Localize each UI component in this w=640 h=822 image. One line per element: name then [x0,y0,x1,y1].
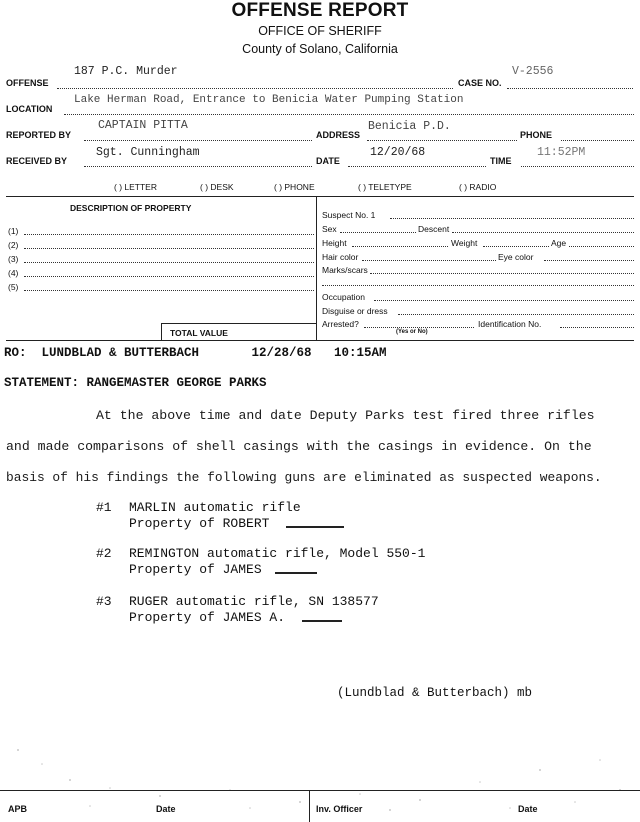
footer-inv-officer: Inv. Officer [316,804,363,814]
box-bottom-rule [6,340,634,341]
sex-line [340,232,416,233]
offense-value: 187 P.C. Murder [74,65,178,78]
descent-label: Descent [418,224,450,234]
received-by-line [84,166,312,167]
occupation-line [374,300,634,301]
statement-line: STATEMENT: RANGEMASTER GEORGE PARKS [4,376,267,390]
channel-letter: ( ) LETTER [114,182,157,192]
phone-line [561,140,634,141]
offense-label: OFFENSE [6,78,49,88]
phone-label: PHONE [520,130,553,140]
item-3-line-2: Property of JAMES A. [129,610,286,625]
case-no-value: V-2556 [512,65,554,78]
descent-line [452,232,634,233]
age-label: Age [551,238,567,248]
item-3-line-1: RUGER automatic rifle, SN 138577 [129,594,379,609]
footer-divider [309,790,310,822]
report-title: OFFENSE REPORT [231,0,409,21]
statement-para-1: At the above time and date Deputy Parks test fired three rifles [96,408,595,423]
property-row-4: (4) [8,268,19,278]
channel-desk: ( ) DESK [200,182,234,192]
date-value: 12/20/68 [370,146,426,159]
marks-label: Marks/scars [322,265,368,275]
property-row-3: (3) [8,254,19,264]
case-no-line [507,88,633,89]
arrested-line [364,327,474,328]
arrested-label: Arrested? [322,319,359,329]
total-box-left [161,323,162,340]
received-by-label: RECEIVED BY [6,156,68,166]
property-line-4 [24,276,314,277]
weight-line [483,246,549,247]
identification-label: Identification No. [478,319,542,329]
date-line [348,166,486,167]
identification-line [560,327,634,328]
property-heading: DESCRIPTION OF PROPERTY [70,203,192,213]
location-label: LOCATION [6,104,53,114]
time-value: 11:52PM [537,146,586,159]
hair-color-line [362,260,496,261]
item-1-redaction [286,526,344,528]
item-2-redaction [275,572,317,574]
item-1-line-1: MARLIN automatic rifle [129,500,301,515]
case-no-label: CASE NO. [458,78,502,88]
item-2-number: #2 [96,546,112,561]
property-line-2 [24,248,314,249]
date-label: DATE [316,156,340,166]
footer-rule [0,790,640,791]
disguise-label: Disguise or dress [322,306,388,316]
offense-line [57,88,453,89]
statement-para-2: and made comparisons of shell casings with the casings in evidence. On the [6,439,592,454]
item-1-line-2: Property of ROBERT [129,516,270,531]
property-line-3 [24,262,314,263]
box-divider [316,196,317,340]
office-name: OFFICE OF SHERIFF [258,24,382,38]
eye-color-line [544,260,634,261]
address-line [367,140,517,141]
sex-label: Sex [322,224,337,234]
footer-date-2: Date [518,804,538,814]
time-line [521,166,634,167]
disguise-line [398,314,634,315]
reported-by-line [84,140,312,141]
statement-para-3: basis of his findings the following guns are eliminated as suspected weapons. [6,470,602,485]
property-row-1: (1) [8,226,19,236]
signature-line: (Lundblad & Butterbach) mb [337,686,533,700]
property-line-1 [24,234,314,235]
property-line-5 [24,290,314,291]
property-row-2: (2) [8,240,19,250]
marks-line-2 [322,285,634,286]
yes-no-hint: (Yes or No) [396,329,428,335]
hair-color-label: Hair color [322,252,359,262]
channel-phone: ( ) PHONE [274,182,315,192]
eye-color-label: Eye color [498,252,534,262]
suspect-no: Suspect No. 1 [322,210,376,220]
received-by-value: Sgt. Cunningham [96,146,200,159]
box-top-rule [6,196,634,197]
total-value-label: TOTAL VALUE [170,328,228,338]
height-line [352,246,448,247]
suspect-no-line [390,218,634,219]
total-box-top [161,323,316,324]
footer-date-1: Date [156,804,176,814]
channel-teletype: ( ) TELETYPE [358,182,412,192]
reported-by-label: REPORTED BY [6,130,72,140]
item-2-line-2: Property of JAMES [129,562,262,577]
time-label: TIME [490,156,512,166]
weight-label: Weight [451,238,478,248]
address-label: ADDRESS [316,130,361,140]
marks-line [370,273,634,274]
county-name: County of Solano, California [242,42,398,56]
location-line [64,114,634,115]
reported-by-value: CAPTAIN PITTA [98,119,188,132]
property-row-5: (5) [8,282,19,292]
item-2-line-1: REMINGTON automatic rifle, Model 550-1 [129,546,426,561]
location-value: Lake Herman Road, Entrance to Benicia Water Pumping Station [74,94,464,106]
height-label: Height [322,238,347,248]
item-3-number: #3 [96,594,112,609]
item-3-redaction [302,620,342,622]
age-line [569,246,634,247]
footer-apb: APB [8,804,28,814]
item-1-number: #1 [96,500,112,515]
address-value: Benicia P.D. [368,120,451,133]
channel-radio: ( ) RADIO [459,182,497,192]
occupation-label: Occupation [322,292,365,302]
ro-line: RO: LUNDBLAD & BUTTERBACH 12/28/68 10:15AM [4,346,387,360]
